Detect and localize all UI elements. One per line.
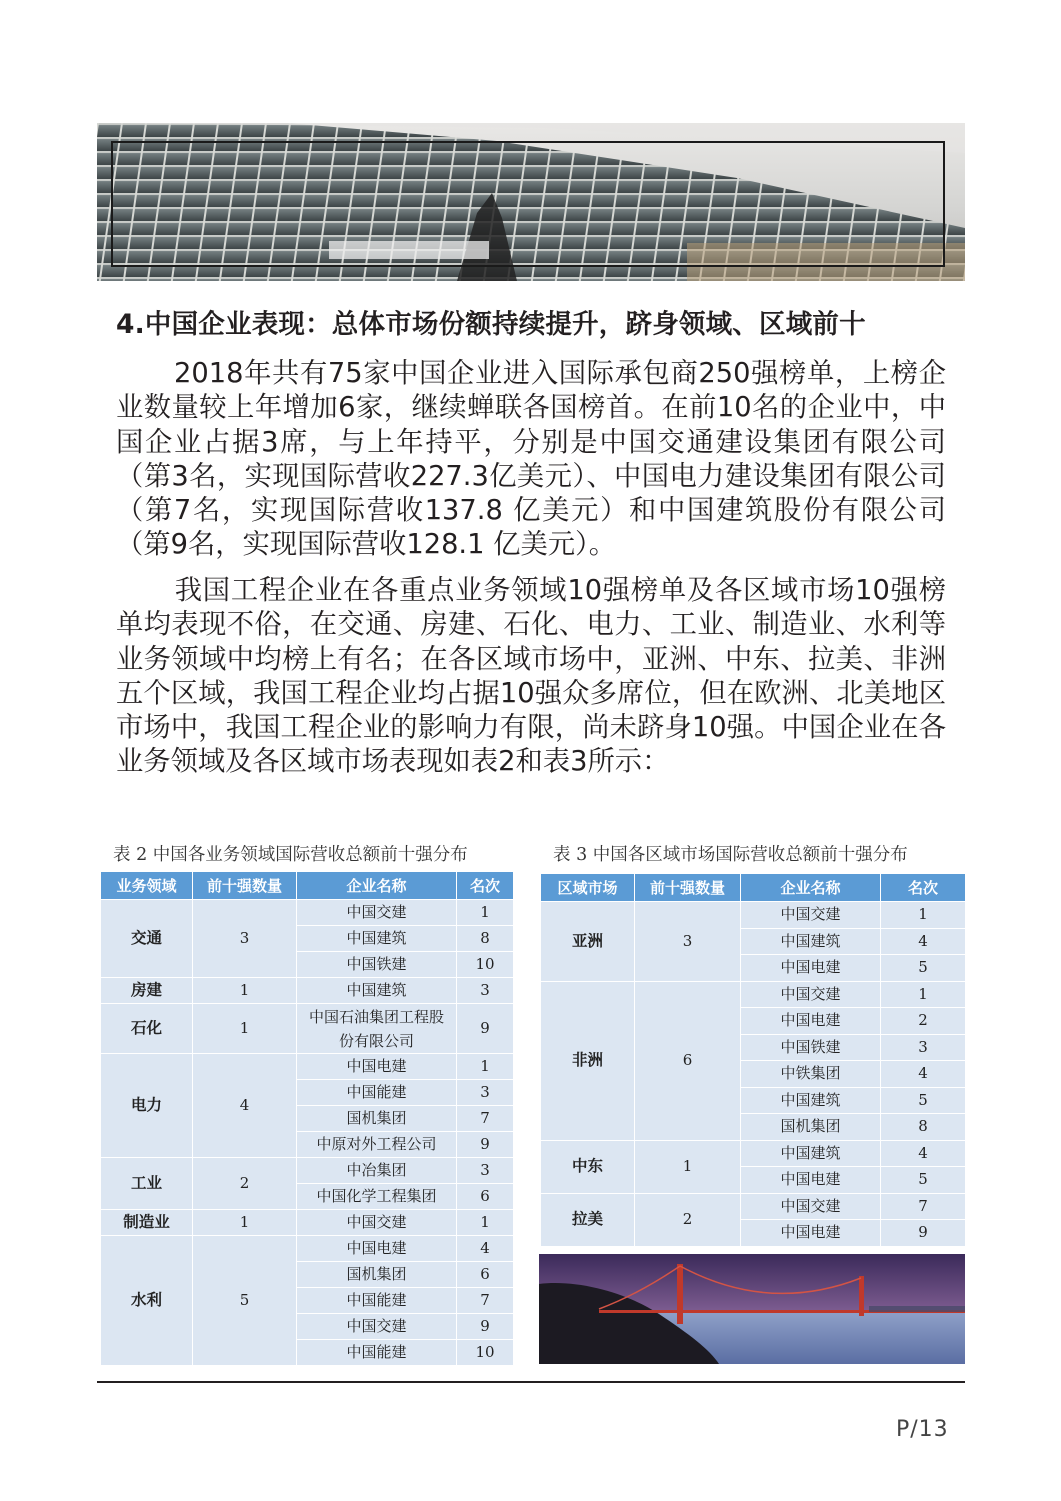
- company-cell: 中国建筑: [741, 928, 881, 955]
- table-row: [541, 1193, 966, 1220]
- rank-cell: 10: [457, 1340, 514, 1366]
- table3-regional-markets: [540, 873, 966, 1247]
- rank-cell: 5: [881, 1087, 966, 1114]
- group-count-cell: 3: [193, 900, 297, 978]
- company-cell: 中国铁建: [741, 1034, 881, 1061]
- table-row: [101, 978, 514, 1004]
- rank-cell: 3: [881, 1034, 966, 1061]
- company-cell: 中国铁建: [297, 952, 457, 978]
- header-cell: 名次: [881, 874, 966, 902]
- company-cell: 中国能建: [297, 1340, 457, 1366]
- paragraph-2: [116, 574, 946, 780]
- group-name-cell: 工业: [101, 1158, 193, 1210]
- group-count-cell: 1: [635, 1140, 741, 1193]
- company-cell: 中国电建: [741, 1008, 881, 1035]
- rank-cell: 1: [881, 981, 966, 1008]
- company-cell: 中国化学工程集团: [297, 1184, 457, 1210]
- company-cell: 中国建筑: [297, 926, 457, 952]
- company-cell: 中国建筑: [741, 1087, 881, 1114]
- company-cell: 中国能建: [297, 1080, 457, 1106]
- rank-cell: 8: [881, 1114, 966, 1141]
- company-cell: 中国建筑: [297, 978, 457, 1004]
- header-cell: 区域市场: [541, 874, 635, 902]
- table-row: [101, 1210, 514, 1236]
- group-name-cell: 制造业: [101, 1210, 193, 1236]
- group-count-cell: 2: [635, 1193, 741, 1246]
- company-cell: 中冶集团: [297, 1158, 457, 1184]
- group-name-cell: 石化: [101, 1004, 193, 1054]
- paragraph-1-text: 2018年共有75家中国企业进入国际承包商250强榜单，上榜企业数量较上年增加6家，继续蝉联各国榜首。在前10名的企业中，中国企业占据3席，与上年持平，分别是中国交通建设集团有限公司（第3名，实现国际营收227.3亿美元）、中国电力建设集团有限公司（第7名，实现国际营收137.8 亿美元）和中国建筑股份有限公司（第9名，实现国际营收128.1 亿美元）。: [116, 358, 946, 561]
- company-cell: 中国电建: [741, 1167, 881, 1194]
- group-count-cell: 1: [193, 978, 297, 1004]
- table-row: [541, 981, 966, 1008]
- rank-cell: 3: [457, 1080, 514, 1106]
- company-cell: 中国交建: [297, 1314, 457, 1340]
- rank-cell: 9: [457, 1314, 514, 1340]
- company-cell: 中国交建: [741, 1193, 881, 1220]
- table-row: [101, 1004, 514, 1054]
- table-row: [101, 1054, 514, 1080]
- company-cell: 国机集团: [297, 1262, 457, 1288]
- group-name-cell: 房建: [101, 978, 193, 1004]
- rank-cell: 9: [457, 1004, 514, 1054]
- page-number: P/13: [896, 1417, 949, 1442]
- company-cell: 中国交建: [297, 1210, 457, 1236]
- group-count-cell: 1: [193, 1210, 297, 1236]
- rank-cell: 1: [457, 1054, 514, 1080]
- company-cell: 中原对外工程公司: [297, 1132, 457, 1158]
- group-count-cell: 3: [635, 902, 741, 982]
- table-row: [101, 1158, 514, 1184]
- rank-cell: 3: [457, 1158, 514, 1184]
- rank-cell: 4: [881, 1061, 966, 1088]
- table-header-row: [541, 874, 966, 902]
- company-cell: 中国石油集团工程股份有限公司: [297, 1004, 457, 1054]
- footer-rule: [97, 1381, 965, 1383]
- company-cell: 中国能建: [297, 1288, 457, 1314]
- company-cell: 中国交建: [741, 981, 881, 1008]
- table3-caption: 表 3 中国各区域市场国际营收总额前十强分布: [553, 845, 908, 865]
- table-header-row: [101, 872, 514, 900]
- company-cell: 中国交建: [741, 902, 881, 929]
- rank-cell: 7: [881, 1193, 966, 1220]
- rank-cell: 8: [457, 926, 514, 952]
- company-cell: 中国电建: [741, 955, 881, 982]
- rank-cell: 6: [457, 1184, 514, 1210]
- company-cell: 中国电建: [741, 1220, 881, 1247]
- bridge-illustration: [539, 1254, 965, 1364]
- group-name-cell: 交通: [101, 900, 193, 978]
- company-cell: 国机集团: [741, 1114, 881, 1141]
- table-row: [101, 900, 514, 926]
- rank-cell: 4: [881, 1140, 966, 1167]
- rank-cell: 2: [881, 1008, 966, 1035]
- header-cell: 业务领域: [101, 872, 193, 900]
- group-name-cell: 拉美: [541, 1193, 635, 1246]
- rank-cell: 9: [881, 1220, 966, 1247]
- table2-body: [101, 900, 514, 1366]
- group-count-cell: 4: [193, 1054, 297, 1158]
- company-cell: 中铁集团: [741, 1061, 881, 1088]
- rank-cell: 10: [457, 952, 514, 978]
- header-cell: 前十强数量: [193, 872, 297, 900]
- group-name-cell: 中东: [541, 1140, 635, 1193]
- paragraph-1: [116, 357, 946, 563]
- group-name-cell: 非洲: [541, 981, 635, 1140]
- section-heading: 4.中国企业表现：总体市场份额持续提升，跻身领域、区域前十: [116, 309, 866, 340]
- header-cell: 企业名称: [297, 872, 457, 900]
- company-cell: 国机集团: [297, 1106, 457, 1132]
- hero-photo-frame: [111, 141, 945, 267]
- table2-caption: 表 2 中国各业务领域国际营收总额前十强分布: [113, 845, 468, 865]
- header-cell: 前十强数量: [635, 874, 741, 902]
- rank-cell: 5: [881, 1167, 966, 1194]
- group-count-cell: 2: [193, 1158, 297, 1210]
- group-name-cell: 电力: [101, 1054, 193, 1158]
- rank-cell: 3: [457, 978, 514, 1004]
- table2-business-sectors: [100, 871, 514, 1366]
- rank-cell: 9: [457, 1132, 514, 1158]
- group-name-cell: 亚洲: [541, 902, 635, 982]
- table-row: [101, 1236, 514, 1262]
- company-cell: 中国电建: [297, 1054, 457, 1080]
- rank-cell: 1: [457, 1210, 514, 1236]
- rank-cell: 1: [457, 900, 514, 926]
- table-row: [541, 902, 966, 929]
- group-name-cell: 水利: [101, 1236, 193, 1366]
- rank-cell: 7: [457, 1288, 514, 1314]
- header-cell: 名次: [457, 872, 514, 900]
- company-cell: 中国电建: [297, 1236, 457, 1262]
- bridge-photo: [539, 1254, 965, 1364]
- rank-cell: 6: [457, 1262, 514, 1288]
- rank-cell: 1: [881, 902, 966, 929]
- company-cell: 中国建筑: [741, 1140, 881, 1167]
- rank-cell: 4: [457, 1236, 514, 1262]
- group-count-cell: 6: [635, 981, 741, 1140]
- rank-cell: 7: [457, 1106, 514, 1132]
- rank-cell: 5: [881, 955, 966, 982]
- rank-cell: 4: [881, 928, 966, 955]
- group-count-cell: 5: [193, 1236, 297, 1366]
- table3-body: [541, 902, 966, 1247]
- hero-building-photo: [97, 123, 965, 281]
- paragraph-2-text: 我国工程企业在各重点业务领域10强榜单及各区域市场10强榜单均表现不俗，在交通、房建、石化、电力、工业、制造业、水利等业务领域中均榜上有名；在各区域市场中，亚洲、中东、拉美、非洲五个区域，我国工程企业均占据10强众多席位，但在欧洲、北美地区市场中，我国工程企业的影响力有限，尚未跻身10强。中国企业在各业务领域及各区域市场表现如表2和表3所示：: [116, 575, 946, 778]
- company-cell: 中国交建: [297, 900, 457, 926]
- table-row: [541, 1140, 966, 1167]
- group-count-cell: 1: [193, 1004, 297, 1054]
- header-cell: 企业名称: [741, 874, 881, 902]
